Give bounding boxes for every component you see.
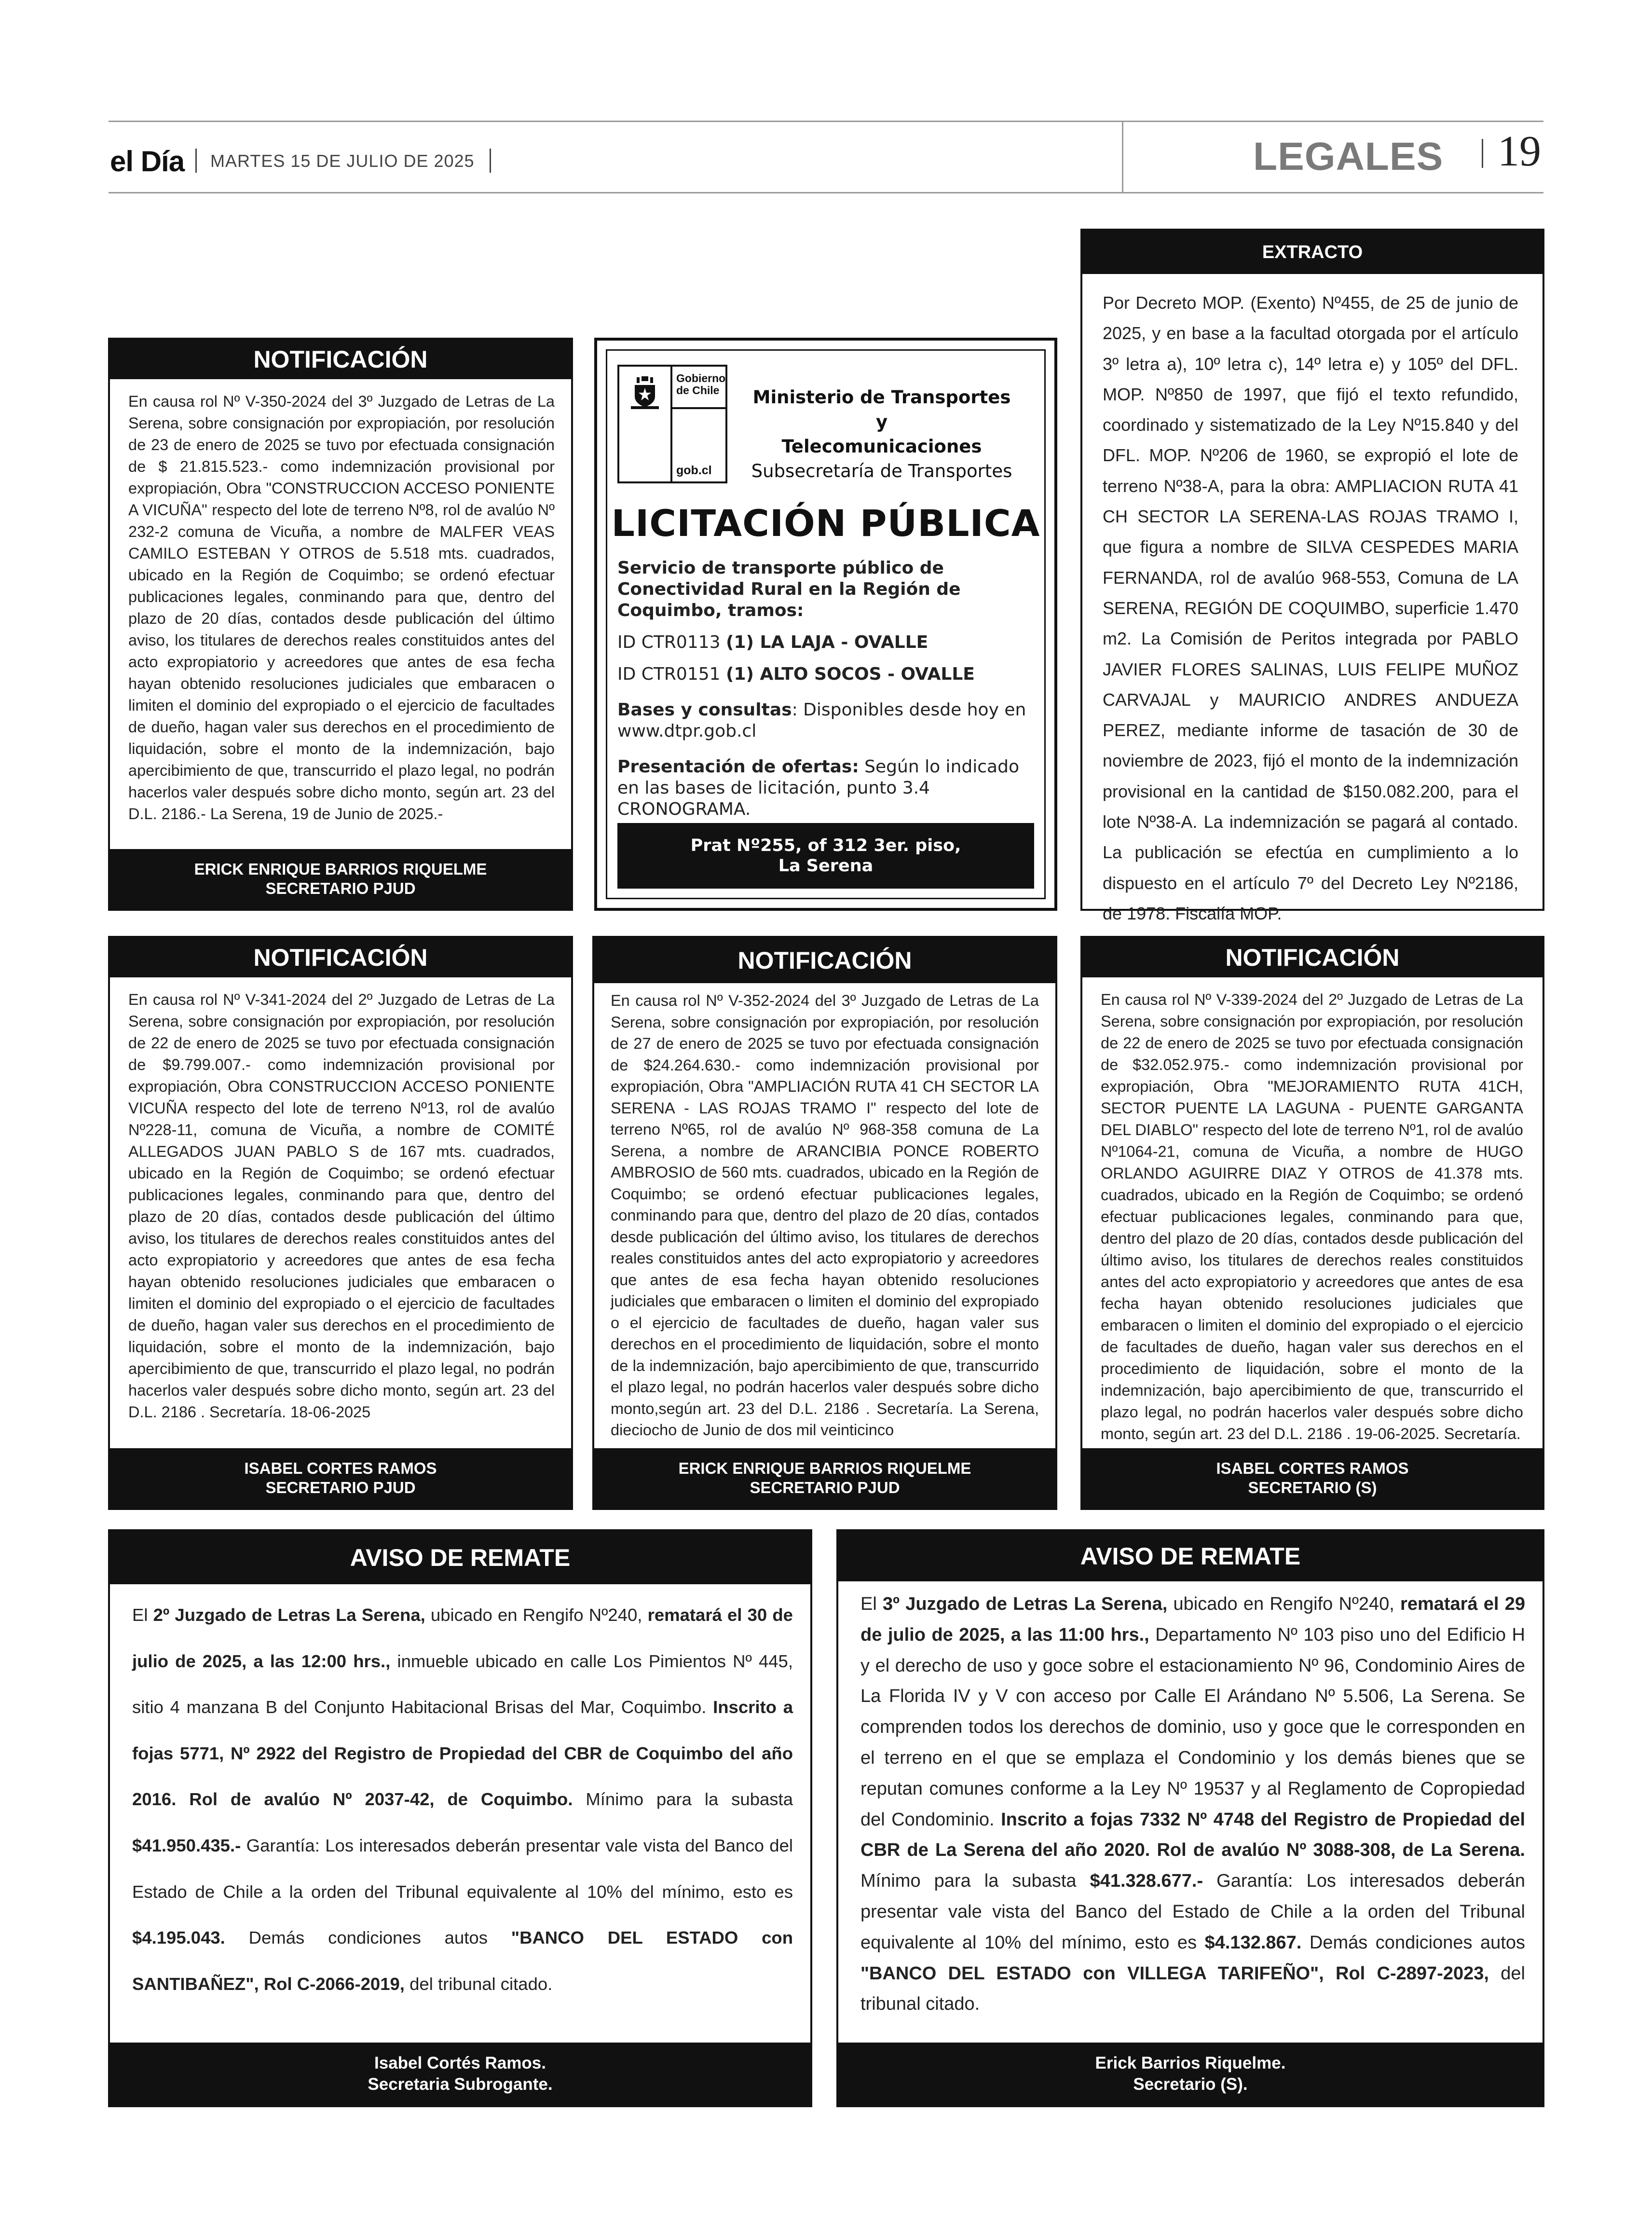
- auction-title: AVISO DE REMATE: [110, 1531, 810, 1584]
- tender-address: [617, 823, 1034, 889]
- tender-details: [617, 558, 1035, 835]
- auction-guarantee: $4.195.043.: [132, 1928, 225, 1948]
- gob-url: gob.cl: [676, 464, 712, 477]
- auction-court: 3º Juzgado de Letras La Serena,: [883, 1594, 1168, 1614]
- route-id: ID CTR0151: [617, 664, 721, 684]
- auction-body: [838, 1581, 1543, 2020]
- route-id: ID CTR0113: [617, 632, 721, 652]
- header-rule-top: [109, 121, 1543, 122]
- notice-body: En causa rol Nº V-339-2024 del 2º Juzgado de Letras de La Serena, sobre consignación por expropiación, por resolución de 22 de enero de 2025 se tuvo por efectuada consignación de $32.052.975.- como indemnización provisional por expropiación, Obra "MEJORAMIENTO RUTA 41CH, SECTOR PUENTE LA LAGUNA - PUENTE GARGANTA DEL DIABLO" respecto del lote de terreno Nº1, rol de avalúo Nº1064-21, comuna de Vicuña, a nombre de HUGO ORLANDO AGUIRRE DIAZ Y OTROS de 41.378 mts. cuadrados, ubicado en la Región de Coquimbo; se ordenó efectuar publicaciones legales, conminando para que, dentro del plazo de 20 días, contados desde publicación del último aviso, los titulares de derechos reales constituidos antes del acto expropiatorio y acreedores que antes de esa fecha hayan obtenido resoluciones judiciales que embaracen o limiten el dominio del expropiado o el ejercicio de facultades de dueño, hagan valer sus derechos en el procedimiento de liquidación, sobre el monto de la indemnización, bajo apercibimiento de que, transcurrido el plazo legal, no podrán hacerlos valer después sobre dicho monto, según art. 23 del D.L. 2186 . 19-06-2025. Secretaría.: [1101, 991, 1523, 1442]
- notice-signature: [1082, 1448, 1543, 1508]
- auction-registry: Inscrito a fojas 5771, Nº 2922 del Registro de Propiedad del CBR de Coquimbo del año 2016. Rol de avalúo Nº 2037-42, de Coquimbo.: [132, 1697, 793, 1810]
- auction-text: ubicado en Rengifo Nº240,: [1167, 1594, 1401, 1614]
- notice-body: En causa rol Nº V-352-2024 del 3º Juzgado de Letras de La Serena, sobre consignación por expropiación, por resolución de 27 de enero de 2025 se tuvo por efectuada consignación de $24.264.630.- como indemnización provisional por expropiación, Obra "AMPLIACIÓN RUTA 41 CH SECTOR LA SERENA - LAS ROJAS TRAMO I" respecto del lote de terreno Nº65, rol de avalúo Nº 968-358 comuna de La Serena, a nombre de ARANCIBIA PONCE ROBERTO AMBROSIO de 560 mts. cuadrados, ubicado en la Región de Coquimbo; se ordenó efectuar publicaciones legales, conminando para que, dentro del plazo de 20 días, contados desde publicación del último aviso, los titulares de derechos reales constituidos antes del acto expropiatorio y acreedores que antes de esa fecha hayan obtenido resoluciones judiciales que embaracen o limiten el dominio del expropiado o el ejercicio de facultades de dueño, hagan valer sus derechos en el procedimiento de liquidación, sobre el monto de la indemnización, bajo apercibimiento de que, transcurrido el plazo legal, no podrán hacerlos valer después sobre dicho monto,según art. 23 del D.L. 2186 . Secretaría. La Serena, dieciocho de Junio de dos mil veinticinco: [611, 992, 1039, 1439]
- auction-signature: [838, 2043, 1543, 2105]
- auction-text: El: [132, 1605, 153, 1625]
- notice-title: NOTIFICACIÓN: [594, 938, 1055, 983]
- tender-route-1: [617, 632, 1035, 653]
- notice-box-1: [108, 338, 573, 911]
- auction-date: rematará el 30 de julio de 2025, a las 12:00 hrs.,: [132, 1605, 793, 1671]
- notice-box-2: [108, 936, 573, 1510]
- auction-text: Garantía: Los interesados deberán presentar vale vista del Banco del Estado de Chile a la orden del Tribunal equivalente al 10% del mínimo, esto es: [132, 1835, 793, 1902]
- extract-box: [1080, 229, 1544, 923]
- signatory-name: ERICK ENRIQUE BARRIOS RIQUELME: [194, 860, 487, 878]
- notice-box-4: [1080, 936, 1544, 1510]
- notice-signature: [594, 1448, 1055, 1508]
- ministry-line-1: Ministerio de Transportes y: [752, 387, 1011, 432]
- auction-text: Demás condiciones autos: [1301, 1932, 1525, 1953]
- auction-guarantee: $4.132.867.: [1204, 1932, 1302, 1953]
- extract-body: Por Decreto MOP. (Exento) Nº455, de 25 de junio de 2025, y en base a la facultad otorgada por el artículo 3º letra a), 10º letra c), 14º letra e) y 105º del DFL. MOP. Nº850 de 1997, que fijó el texto refundido, coordinado y sistematizado de la Ley Nº15.840 y del DFL. MOP. Nº206 de 1960, se expropió el lote de terreno Nº38-A, para la obra: AMPLIACION RUTA 41 CH SECTOR LA SERENA-LAS ROJAS TRAMO I, que figura a nombre de SILVA CESPEDES MARIA FERNANDA, rol de avalúo 968-553, Comuna de LA SERENA, REGIÓN DE COQUIMBO, superficie 1.470 m2. La Comisión de Peritos integrada por PABLO JAVIER FLORES SALINAS, LUIS FELIPE MUÑOZ CARVAJAL y MAURICIO ANDRES ANDUEZA PEREZ, mediante informe de tasación de 30 de noviembre de 2023, fijó el monto de la indemnización provisional en la cantidad de $150.082.200, para el lote Nº38-A. La indemnización se pagará al contado. La publicación se efectúa en cumplimiento a lo dispuesto en el artículo 7º del Decreto Ley Nº2186, de 1978. Fiscalía MOP.: [1103, 293, 1518, 923]
- logo-stripe: [670, 407, 725, 409]
- signatory-role: SECRETARIO PJUD: [265, 879, 416, 897]
- offers-label: Presentación de ofertas:: [617, 757, 859, 777]
- section-title: LEGALES: [1253, 135, 1444, 178]
- header-separator: [1482, 139, 1483, 168]
- bases-label: Bases y consultas: [617, 700, 792, 720]
- address-line-2: La Serena: [778, 856, 874, 876]
- notice-signature: [110, 1448, 571, 1508]
- auction-body: [110, 1584, 810, 2007]
- signatory-name: ISABEL CORTES RAMOS: [1216, 1459, 1409, 1477]
- auction-text: Mínimo para la subasta: [860, 1871, 1090, 1892]
- notice-title: NOTIFICACIÓN: [110, 938, 571, 977]
- header-rule-bottom: [109, 192, 1543, 193]
- tender-service: Servicio de transporte público de Conectividad Rural en la Región de Coquimbo, tramos:: [617, 558, 961, 620]
- signatory-name: ERICK ENRIQUE BARRIOS RIQUELME: [678, 1459, 971, 1477]
- ministry-name: [747, 385, 1017, 483]
- notice-title: NOTIFICACIÓN: [110, 340, 571, 379]
- auction-registry: Inscrito a fojas 7332 Nº 4748 del Registro de Propiedad del CBR de La Serena del año 2020. Rol de avalúo Nº 3088-308, de La Serena.: [860, 1809, 1525, 1861]
- tender-ad: [594, 338, 1057, 911]
- route-name: (1) ALTO SOCOS - OVALLE: [726, 664, 975, 684]
- gobierno-label: [676, 372, 725, 397]
- logo-shield-panel: [619, 367, 672, 481]
- signatory-name: ISABEL CORTES RAMOS: [244, 1459, 437, 1477]
- signatory-role: SECRETARIO PJUD: [750, 1479, 900, 1496]
- address-line-1: Prat Nº255, of 312 3er. piso,: [690, 836, 961, 855]
- auction-text: Garantía: Los interesados deberán presentar vale vista del Banco del Estado de Chile a la orden del Tribunal equivalente al 10% del mínimo, esto es: [860, 1871, 1525, 1953]
- auction-signature: [110, 2043, 810, 2105]
- notice-box-3: [592, 936, 1057, 1510]
- auction-title: AVISO DE REMATE: [838, 1531, 1543, 1581]
- route-name: (1) LA LAJA - OVALLE: [726, 632, 928, 652]
- auction-minimum: $41.950.435.-: [132, 1835, 241, 1855]
- header-divider: [1122, 122, 1123, 193]
- auction-text: ubicado en Rengifo Nº240,: [425, 1605, 648, 1625]
- auction-text: del tribunal citado.: [404, 1974, 553, 1994]
- auction-notice-2: [836, 1529, 1544, 2107]
- auction-minimum: $41.328.677.-: [1090, 1871, 1203, 1892]
- tender-offers: [617, 756, 1035, 820]
- tender-route-2: [617, 664, 1035, 685]
- coat-of-arms-icon: [630, 376, 660, 410]
- gobierno-line-2: de Chile: [676, 384, 720, 397]
- offers-text: Según lo indicado en las bases de licitación, punto 3.4 CRONOGRAMA.: [617, 757, 1019, 819]
- notice-body: En causa rol Nº V-350-2024 del 3º Juzgado de Letras de La Serena, sobre consignación por expropiación, por resolución de 23 de enero de 2025 se tuvo por efectuada consignación de $ 21.815.523.- como indemnización provisional por expropiación, Obra "CONSTRUCCION ACCESO PONIENTE A VICUÑA" respecto del lote de terreno Nº8, rol de avalúo Nº 232-2 comuna de Vicuña, a nombre de MALFER VEAS CAMILO ESTEBAN Y OTROS de 5.518 mts. cuadrados, ubicado en la Región de Coquimbo; se ordenó efectuar publicaciones legales, conminando para que, dentro del plazo de 20 días, contados desde publicación del último aviso, los titulares de derechos reales constituidos antes del acto expropiatorio y acreedores que antes de esa fecha hayan obtenido resoluciones judiciales que embaracen o limiten el dominio del expropiado o el ejercicio de facultades de dueño, hagan valer sus derechos en el procedimiento de liquidación, sobre el monto de la indemnización, bajo apercibimiento de que, transcurrido el plazo legal, no podrán hacerlos valer después sobre dicho monto, según art. 23 del D.L. 2186.- La Serena, 19 de Junio de 2025.-: [128, 393, 555, 823]
- notice-title: NOTIFICACIÓN: [1082, 938, 1543, 977]
- signatory-role: Secretario (S).: [1133, 2075, 1248, 2094]
- notice-body: En causa rol Nº V-341-2024 del 2º Juzgado de Letras de La Serena, sobre consignación por expropiación, por resolución de 22 de enero de 2025 se tuvo por efectuada consignación de $9.799.007.- como indemnización provisional por expropiación, Obra CONSTRUCCION ACCESO PONIENTE VICUÑA respecto del lote de terreno Nº13, rol de avalúo Nº228-11, comuna de Vicuña, a nombre de COMITÉ ALLEGADOS JUAN PABLO S de 167 mts. cuadrados, ubicado en la Región de Coquimbo; se ordenó efectuar publicaciones legales, conminando para que, dentro del plazo de 20 días, contados desde publicación del último aviso, los titulares de derechos reales constituidos antes del acto expropiatorio y acreedores que antes de esa fecha hayan obtenido resoluciones judiciales que embaracen o limiten el dominio del expropiado o el ejercicio de facultades de dueño, hagan valer sus derechos en el procedimiento de liquidación, sobre el monto de la indemnización, bajo apercibimiento de que, transcurrido el plazo legal, no podrán hacerlos valer después sobre dicho monto, según art. 23 del D.L. 2186 . Secretaría. 18-06-2025: [128, 991, 555, 1421]
- bases-text: : Disponibles desde hoy en www.dtpr.gob.cl: [617, 700, 1026, 741]
- auction-text: del tribunal citado.: [860, 1963, 1525, 2015]
- auction-text: Mínimo para la subasta: [573, 1789, 793, 1810]
- tender-title: LICITACIÓN PÚBLICA: [611, 502, 1040, 545]
- auction-text: Demás condiciones autos: [225, 1928, 511, 1948]
- header-separator: [490, 149, 491, 173]
- signatory-role: SECRETARIO PJUD: [265, 1479, 416, 1496]
- auction-notice-1: [108, 1529, 812, 2107]
- gobierno-de-chile-logo: [617, 365, 727, 483]
- auction-date: rematará el 29 de julio de 2025, a las 11:00 hrs.,: [860, 1594, 1525, 1645]
- tender-bases: [617, 700, 1035, 742]
- issue-date: MARTES 15 DE JULIO DE 2025: [210, 151, 475, 171]
- auction-text: inmueble ubicado en calle Los Pimientos Nº 445, sitio 4 manzana B del Conjunto Habitacional Brisas del Mar, Coquimbo.: [132, 1651, 793, 1717]
- signatory-name: Isabel Cortés Ramos.: [374, 2054, 546, 2072]
- gobierno-line-1: Gobierno: [676, 372, 726, 384]
- signatory-role: Secretaria Subrogante.: [368, 2075, 553, 2094]
- page-number: 19: [1498, 127, 1541, 175]
- extract-title: EXTRACTO: [1082, 231, 1543, 274]
- auction-case: "BANCO DEL ESTADO con SANTIBAÑEZ", Rol C-2066-2019,: [132, 1928, 793, 1994]
- header-separator: [195, 149, 197, 173]
- subsecretaria: Subsecretaría de Transportes: [751, 461, 1012, 481]
- signatory-role: SECRETARIO (S): [1248, 1479, 1377, 1496]
- auction-case: "BANCO DEL ESTADO con VILLEGA TARIFEÑO", Rol C-2897-2023,: [860, 1963, 1489, 1984]
- auction-text: El: [860, 1594, 883, 1614]
- auction-court: 2º Juzgado de Letras La Serena,: [153, 1605, 425, 1625]
- auction-text: Departamento Nº 103 piso uno del Edificio H y el derecho de uso y goce sobre el estacionamiento Nº 96, Condominio Aires de La Florida IV y V con acceso por Calle El Arándano Nº 5.506, La Serena. Se comprenden todos los derechos de dominio, uso y goce que le corresponden en el terreno en el que se emplaza el Condominio y los demás bienes que se reputan comunes conforme a la Ley Nº 19537 y al Reglamento de Copropiedad del Condominio.: [860, 1624, 1526, 1830]
- newspaper-logo: el Día: [110, 145, 185, 178]
- signatory-name: Erick Barrios Riquelme.: [1095, 2054, 1286, 2072]
- ministry-line-2: Telecomunicaciones: [781, 436, 982, 457]
- notice-signature: [110, 849, 571, 909]
